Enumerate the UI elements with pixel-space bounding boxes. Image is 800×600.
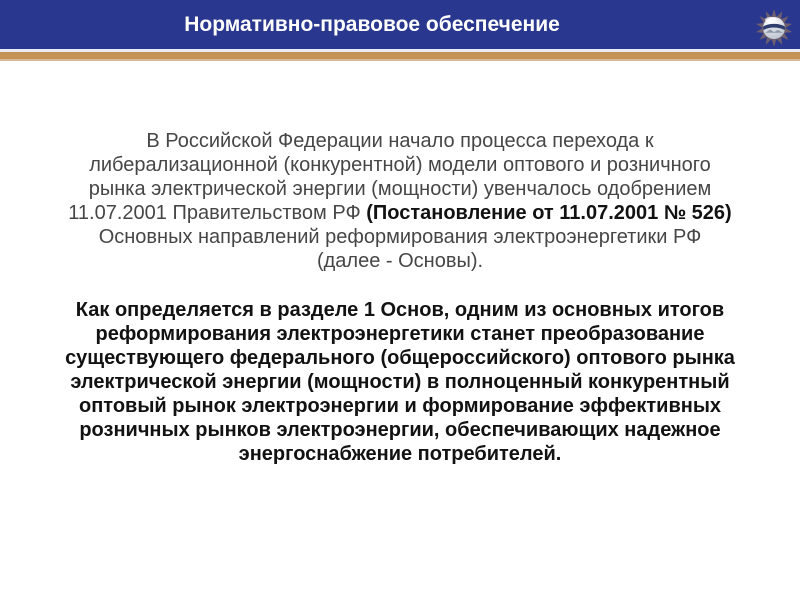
text-line: (далее - Основы). [316,250,484,272]
slide-title: Нормативно-правовое обеспечение [184,13,560,36]
text-line: существующего федерального (общероссийского) оптового рынка [65,347,735,369]
header-band [0,0,800,49]
text-line: розничных рынков электроэнергии, обеспечивающих надежное [79,419,721,441]
line4-bold-segment: (Постановление от 11.07.2001 № 526) [366,202,732,224]
line4-regular-segment: 11.07.2001 Правительством РФ [68,202,367,224]
text-line: энергоснабжение потребителей. [238,443,562,465]
rao-ues-logo-icon [753,7,795,49]
text-line: электрической энергии (мощности) в полноценный конкурентный [70,371,730,393]
divider-gold [0,52,800,59]
text-line: Как определяется в разделе 1 Основ, одним из основных итогов [75,299,725,321]
text-line: Основных направлений реформирования электроэнергетики РФ [98,226,702,248]
text-line: реформирования электроэнергетики станет преобразование [95,323,705,345]
paragraph-1 [50,129,750,273]
text-line [50,201,750,225]
text-line: рынка электрической энергии (мощности) увенчалось одобрением [88,178,712,200]
text-line: либерализационной (конкурентной) модели оптового и розничного [89,154,711,176]
text-line: В Российской Федерации начало процесса перехода к [146,130,654,152]
paragraph-2 [50,298,750,466]
text-line: оптовый рынок электроэнергии и формирование эффективных [78,395,722,417]
divider-gold-light [0,59,800,61]
body-text [50,129,750,466]
